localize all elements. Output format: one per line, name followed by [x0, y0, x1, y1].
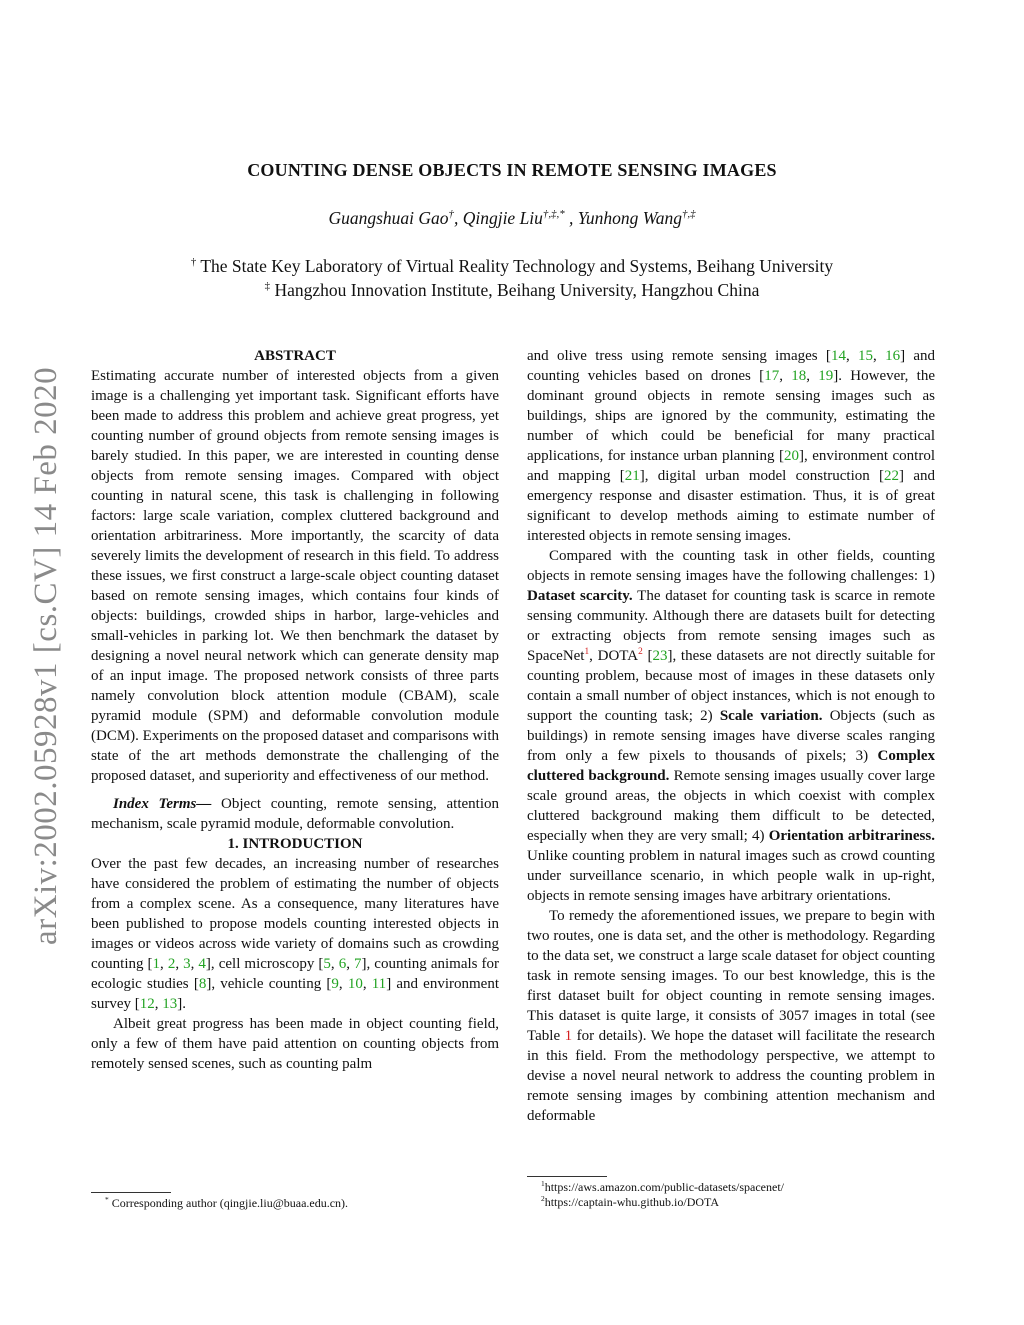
- right-paragraph-1: and olive tress using remote sensing images [14, 15, 16] and counting vehicles based on drones [17, 18, 19]. However, the dominant ground objects in remote sensing images such as buildings, ships are ignored by the community, estimating the number of which could be beneficial for many practical applications, for instance urban planning [20], environment control and mapping [21], digital urban model construction [22] and emergency response and disaster estimation. Thus, it is of great significant to develop methods aiming to estimate number of interested objects in remote sensing images.: [527, 348, 936, 544]
- citation-link[interactable]: 22: [884, 468, 900, 484]
- right-p3-text: for details). We hope the dataset will facilitate the research in this field. From the methodology perspective, we attempt to devise a novel neural network to address the counting problem in remote sensing images by combining attention mechanism and deformable: [527, 1028, 935, 1124]
- index-terms-text: Object counting, remote sensing, attention mechanism, scale pyramid module, deformable convolution.: [91, 796, 500, 832]
- index-terms-label: Index Terms—: [113, 796, 212, 812]
- author-gao-affil: †: [448, 208, 454, 221]
- footnote-1-url[interactable]: https://aws.amazon.com/public-datasets/spacenet/: [544, 1180, 784, 1194]
- citation-link[interactable]: 2: [167, 956, 176, 972]
- citation-link[interactable]: 9: [331, 976, 339, 992]
- right-p2-text: , DOTA: [589, 648, 639, 664]
- citation-link[interactable]: 10: [347, 976, 363, 992]
- footnote-1-mark: 1: [541, 1179, 545, 1188]
- footnote-2-mark: 2: [541, 1194, 545, 1203]
- citation-link[interactable]: 16: [885, 348, 901, 364]
- footnote-1: [527, 1180, 935, 1195]
- affiliation-2-text: Hangzhou Innovation Institute, Beihang University, Hangzhou China: [274, 280, 760, 300]
- left-column: [91, 346, 499, 1074]
- citation-link[interactable]: 7: [354, 956, 362, 972]
- affiliation-2-mark: ‡: [264, 280, 271, 293]
- citation-link[interactable]: 23: [652, 648, 668, 664]
- footnote-rule-left: [91, 1192, 171, 1193]
- abstract-heading: ABSTRACT: [254, 348, 336, 364]
- intro-paragraph-2: Albeit great progress has been made in object counting field, only a few of them have paid attention on counting objects from remotely sensed scenes, such as counting palm: [91, 1016, 499, 1072]
- author-wang-affil: †,‡: [681, 208, 696, 221]
- index-terms: [91, 794, 499, 834]
- affiliation-1-text: The State Key Laboratory of Virtual Reality Technology and Systems, Beihang University: [200, 256, 834, 276]
- affiliation-2: [0, 280, 1024, 301]
- table-reference-link[interactable]: 1: [564, 1028, 573, 1044]
- right-p2-text: [: [642, 648, 653, 664]
- right-p1-text: ], digital urban model construction [: [639, 468, 885, 484]
- right-p2-text: Compared with the counting task in other fields, counting objects in remote sensing images have the following challenges: 1): [527, 548, 935, 584]
- author-liu-affil: †,‡,*: [542, 208, 565, 221]
- challenge-dataset-scarcity: Dataset scarcity.: [527, 588, 633, 604]
- challenge-orientation: Orientation arbitrariness.: [768, 828, 935, 844]
- affiliation-1: [0, 256, 1024, 277]
- footnote-link[interactable]: 1: [584, 647, 590, 657]
- citation-link[interactable]: 1: [152, 956, 161, 972]
- right-p2-text: Unlike counting problem in natural images such as crowd counting under surveillance scenario, in which people walk in up-right, objects in remote sensing images have arbitrary orientations.: [527, 848, 935, 904]
- right-p1-text: ] and emergency response and disaster estimation. Thus, it is of great significant to develop methods aiming to estimate number of interested objects in remote sensing images.: [527, 468, 935, 544]
- abstract-text: Estimating accurate number of interested objects from a given image is a challenging yet important task. Significant efforts have been made to address this problem and achieve great progress, yet counting number of ground objects from remote sensing images is barely studied. In this paper, we are interested in counting dense objects from remote sensing images. Compared with object counting in natural scene, this task is challenging in following factors: large scale variation, complex cluttered background and orientation arbitrariness. More importantly, the scarcity of data severely limits the development of research in this field. To address these issues, we first construct a large-scale object counting dataset based on remote sensing images, which contains four kinds of objects: buildings, crowded ships in harbor, large-vehicles and small-vehicles in parking lot. We then benchmark the dataset by designing a novel neural network which can generate density map of an input image. The proposed network consists of three parts namely convolution block attention module (CBAM), scale pyramid module (SPM) and deformable convolution module (DCM). Experiments on the proposed dataset and comparisons with state of the art methods demonstrate the challenging of the proposed dataset, and superiority and effectiveness of our method.: [91, 368, 499, 784]
- author-liu: Qingjie Liu: [462, 208, 543, 228]
- corresponding-author-footnote: [91, 1196, 499, 1210]
- footnote-2: [527, 1195, 935, 1210]
- right-column: [527, 346, 935, 1126]
- citation-link[interactable]: 18: [791, 368, 807, 384]
- url-footnotes: [527, 1180, 935, 1210]
- intro-p1-text: ], vehicle counting [: [206, 976, 332, 992]
- right-p2-text: The dataset for counting task is scarce in remote sensing community. Although there are datasets built for detecting or extracting objects from remote sensing images such as SpaceNet: [527, 588, 935, 664]
- citation-link[interactable]: 19: [818, 368, 834, 384]
- right-p2-text: Objects (such as buildings) in remote sensing images have diverse scales ranging from only a few pixels to thousands of pixels; 3): [527, 708, 935, 764]
- right-p2-text: Remote sensing images usually cover large scale ground areas, the objects in which coexist with complex cluttered background making them difficult to be detected, especially when they are very small; 4): [527, 768, 935, 844]
- citation-link[interactable]: 5: [323, 956, 331, 972]
- challenge-scale-variation: Scale variation.: [719, 708, 823, 724]
- corresponding-text: Corresponding author (qingjie.liu@buaa.edu.cn).: [108, 1196, 349, 1210]
- challenge-cluttered-background: Complex cluttered background.: [527, 748, 935, 784]
- author-list: Guangshuai Gao†, Qingjie Liu†,‡,* , Yunhong Wang†,‡: [328, 208, 696, 228]
- citation-link[interactable]: 20: [783, 448, 799, 464]
- footnote-link[interactable]: 2: [638, 647, 643, 657]
- right-p2-text: ], these datasets are not directly suitable for counting problem, because most of images in these datasets only contain a small number of object instances, which is not enough to support the counting task; 2): [527, 648, 935, 724]
- right-p1-text: ] and counting vehicles based on drones [: [527, 348, 936, 384]
- footnote-2-url[interactable]: https://captain-whu.github.io/DOTA: [544, 1195, 720, 1209]
- right-p3-text: To remedy the aforementioned issues, we prepare to begin with two routes, one is data set, and the other is methodology. Regarding to the data set, we construct a large scale dataset for object counting task in remote sensing images. To our best knowledge, this is the first dataset built for object counting in remote sensing images. This dataset is quite large, it consists of 3057 images in total (see Table: [527, 908, 935, 1044]
- right-paragraph-3: [527, 906, 935, 1126]
- paper-title: COUNTING DENSE OBJECTS IN REMOTE SENSING IMAGES: [247, 160, 777, 180]
- arxiv-identifier[interactable]: arXiv:2002.05928v1 [cs.CV] 14 Feb 2020: [28, 366, 64, 945]
- citation-link[interactable]: 21: [624, 468, 640, 484]
- introduction-heading: 1. INTRODUCTION: [227, 836, 363, 852]
- citation-link[interactable]: 4: [198, 956, 206, 972]
- citation-link[interactable]: 11: [371, 976, 387, 992]
- citation-link[interactable]: 3: [183, 956, 191, 972]
- corresponding-mark: *: [105, 1195, 109, 1204]
- right-paragraph-2: [527, 546, 935, 906]
- affiliation-1-mark: †: [190, 256, 197, 269]
- right-p1-text: ], environment control and mapping [: [527, 448, 935, 484]
- right-p1-text: and olive tress using remote sensing images [: [527, 348, 831, 364]
- citation-link[interactable]: 6: [338, 956, 347, 972]
- author-gao: Guangshuai Gao: [328, 208, 449, 228]
- intro-p1-text: ].: [177, 996, 186, 1012]
- citation-link[interactable]: 15: [858, 348, 873, 364]
- intro-paragraph-1: Over the past few decades, an increasing number of researches have considered the problem of estimating the number of objects from a complex scene. As a consequence, many literatures have been published to propose models counting interested objects in images or videos across wide variety of domains such as crowding counting [1, 2, 3, 4], cell microscopy [5, 6, 7], counting animals for ecologic studies [8], vehicle counting [9, 10, 11] and environment survey [12, 13].: [91, 856, 500, 1012]
- intro-p1-text: ], counting animals for ecologic studies [: [91, 956, 500, 992]
- citation-link[interactable]: 12: [139, 996, 155, 1012]
- intro-p1-text: ] and environment survey [: [91, 976, 499, 1012]
- author-wang: Yunhong Wang: [577, 208, 682, 228]
- citation-link[interactable]: 14: [830, 348, 846, 364]
- intro-p1-text: ], cell microscopy [: [205, 956, 324, 972]
- citation-link[interactable]: 8: [198, 976, 207, 992]
- citation-link[interactable]: 13: [162, 996, 178, 1012]
- footnote-rule-right: [527, 1176, 607, 1177]
- citation-link[interactable]: 17: [764, 368, 780, 384]
- intro-p1-text: Over the past few decades, an increasing number of researches have considered the problem of estimating the number of objects from a complex scene. As a consequence, many literatures have been published to propose models counting interested objects in images or videos across wide variety of domains such as crowding counting [: [91, 856, 499, 972]
- right-p1-text: ]. However, the dominant ground objects in remote sensing images such as buildings, ships are ignored by the community, estimating the number of which could be beneficial for many practical applications, for instance urban planning [: [527, 368, 936, 464]
